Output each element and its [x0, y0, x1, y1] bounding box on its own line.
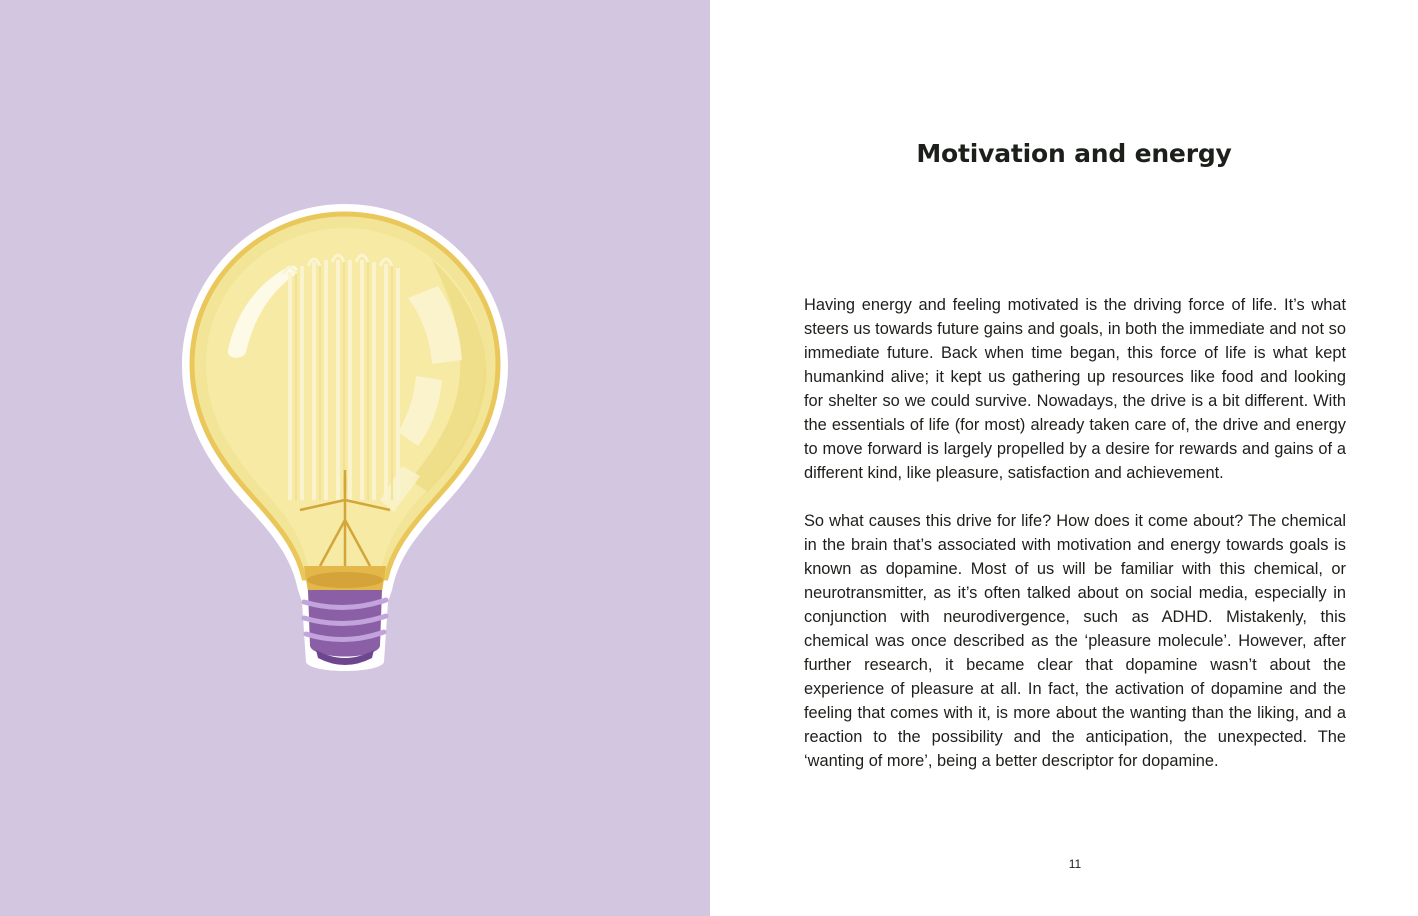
body-paragraph: So what causes this drive for life? How does it come about? The chemical in the brain that’s associated with motivation and energy towards goals is known as dopamine. Most of us will be familiar with this chemical, or neurotransmitter, as it’s often talked about on social media, especially in conjunction with neurodivergence, such as ADHD. Mistakenly, this chemical was once described as the ‘pleasure molecule’. However, after further research, it became clear that dopamine wasn’t about the experience of pleasure at all. In fact, the activation of dopamine and the feeling that comes with it, is more about the wanting than the liking, and a reaction to the possibility and the anticipation, the unexpected. The ‘wanting of more’, being a better descriptor for dopamine.	[804, 512, 1346, 770]
light-bulb-icon	[170, 200, 520, 680]
text-page	[710, 0, 1418, 916]
body-paragraph: Having energy and feeling motivated is the driving force of life. It’s what steers us towards future gains and goals, in both the immediate and not so immediate future. Back when time began, this force of life is what kept humankind alive; it kept us gathering up resources like food and looking for shelter so we could survive. Nowadays, the drive is a bit different. With the essentials of life (for most) already taken care of, the drive and energy to move forward is largely propelled by a desire for rewards and gains of a different kind, like pleasure, satisfaction and achievement.	[804, 296, 1346, 482]
body-text	[804, 293, 1346, 797]
page-title: Motivation and energy	[916, 139, 1232, 168]
page-number: 11	[1068, 857, 1082, 871]
